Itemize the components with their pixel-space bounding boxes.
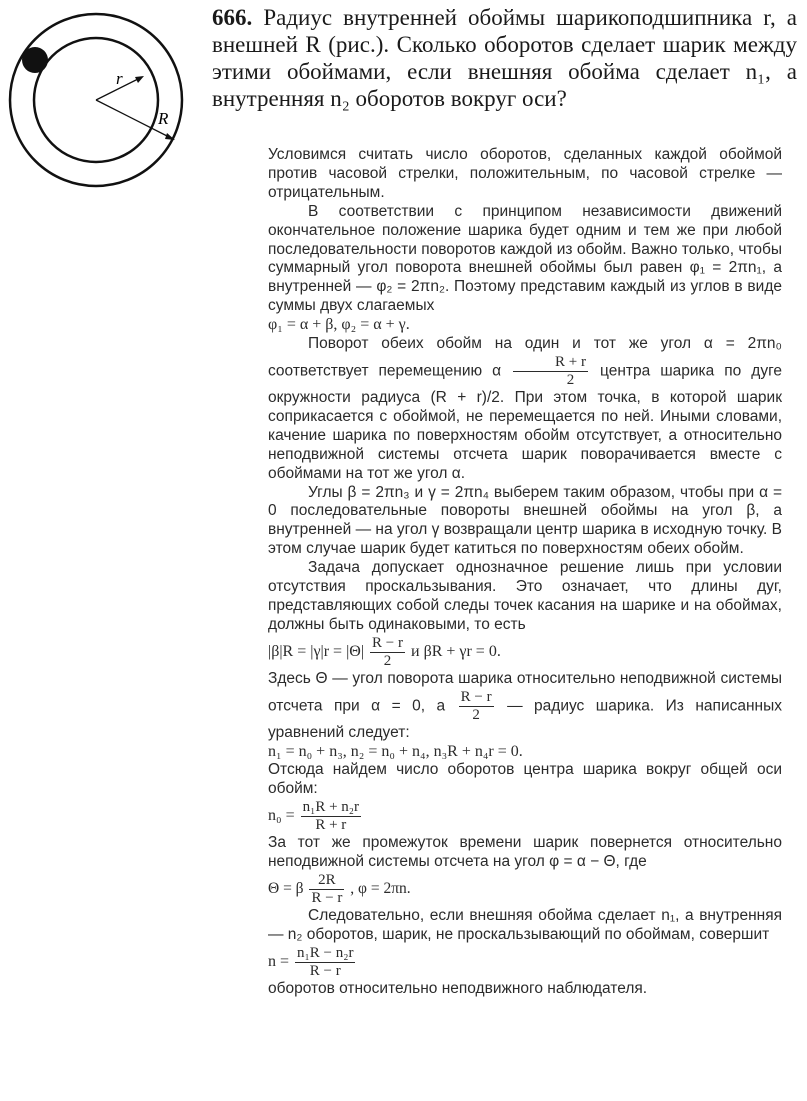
eq6-lhs: n = bbox=[268, 953, 290, 971]
solution-text bbox=[268, 146, 782, 999]
label-R: R bbox=[158, 109, 169, 128]
fraction-denominator: 2 bbox=[383, 652, 392, 669]
problem-text: Радиус внутренней обоймы шарикоподшипника r, а внешней R (рис.). Сколько оборотов сделает шарик между этими обоймами, если внешняя обойма сделает n₁, а внутренняя n₂ оборотов вокруг оси? bbox=[212, 5, 798, 111]
eq4-lhs: n₀ = bbox=[268, 807, 295, 825]
solution-paragraph-7: Отсюда найдем число оборотов центра шарика вокруг общей оси обойм: bbox=[268, 761, 782, 798]
solution-paragraph-10: оборотов относительно неподвижного наблюдателя. bbox=[268, 979, 648, 997]
fraction-numerator: 2R bbox=[309, 872, 344, 890]
problem-number: 666. bbox=[212, 5, 253, 30]
fraction-denominator: 2 bbox=[566, 371, 575, 388]
fraction-denominator: R − r bbox=[309, 962, 341, 979]
fraction-numerator: R + r bbox=[513, 354, 588, 372]
fraction-n bbox=[295, 945, 355, 980]
equation-2 bbox=[268, 635, 782, 670]
solution-paragraph-4: Углы β = 2πn₃ и γ = 2πn₄ выберем таким образом, чтобы при α = 0 последовательные повороты внешней обоймы на угол β, а внутренней — на угол γ возвращали центр шарика в исходную точку. В этом случае шарик будет катиться по поверхностям обеих обойм. bbox=[268, 483, 782, 558]
fraction-denominator: R + r bbox=[315, 817, 347, 834]
solution-paragraph-9: Следовательно, если внешняя обойма сделает n₁, а внутренняя — n₂ оборотов, шарик, не проскальзывающий по обоймам, совершит bbox=[268, 907, 782, 943]
eq5-part-a: Θ = β bbox=[268, 880, 304, 898]
equation-1: φ₁ = α + β, φ₂ = α + γ. bbox=[268, 316, 410, 334]
p3-part-b: центра шарика по дуге окружности радиуса (R + r)/2. При этом точка, в которой шарик соприкасается с обоймой, не перемещается по ней. Иными словами, качение шарика по поверхностям обойм отсутствует, а относительно неподвижной системы отсчета шарик поворачивается вместе с обоймами на тот же угол α. bbox=[268, 362, 783, 482]
fraction-numerator: n₁R − n₂r bbox=[297, 944, 354, 961]
equation-6 bbox=[268, 945, 782, 980]
eq2-part-a: |β|R = |γ|r = |Θ| bbox=[268, 642, 365, 660]
solution-paragraph-6 bbox=[268, 670, 782, 743]
problem-statement bbox=[212, 4, 797, 112]
eq2-part-b: и βR + γr = 0. bbox=[411, 642, 501, 660]
fraction-denominator: R − r bbox=[311, 890, 343, 907]
equation-4 bbox=[268, 799, 782, 834]
p6-part-a: Здесь Θ — угол поворота шарика относительно неподвижной системы отсчета при α = 0, а bbox=[268, 669, 782, 715]
solution-paragraph-2: В соответствии с принципом независимости движений окончательное положение шарика будет одним и тем же при любой последовательности поворотов каждой из обойм. Важно только, чтобы суммарный угол поворота внешней обоймы был равен φ₁ = 2πn₁, а внутренней — φ₂ = 2πn₂. Поэтому представим каждый из углов в виде суммы двух слагаемых bbox=[268, 202, 782, 315]
fraction-numerator: R − r bbox=[460, 688, 492, 705]
fraction-theta bbox=[309, 872, 344, 907]
bearing-ball bbox=[22, 47, 48, 73]
p3-part-a: Поворот обеих обойм на один и тот же угол α = 2πn₀ соответствует перемещению α bbox=[268, 335, 782, 380]
solution-paragraph-1: Условимся считать число оборотов, сделанных каждой обоймой против часовой стрелки, положительным, по часовой стрелке — отрицательным. bbox=[268, 146, 782, 201]
fraction-ball-radius bbox=[370, 635, 405, 670]
p6-part-b: — радиус шарика. Из написанных уравнений следует: bbox=[268, 697, 782, 741]
equation-3: n₁ = n₀ + n₃, n₂ = n₀ + n₄, n₃R + n₄r = 0. bbox=[268, 742, 523, 760]
fraction-ball-radius-2 bbox=[459, 689, 494, 724]
eq5-part-b: , φ = 2πn. bbox=[350, 880, 411, 898]
fraction-numerator: n₁R + n₂r bbox=[302, 799, 360, 816]
solution-paragraph-3 bbox=[268, 335, 782, 483]
solution-paragraph-8: За тот же промежуток времени шарик повернется относительно неподвижной системы отсчета на угол φ = α − Θ, где bbox=[268, 834, 782, 871]
fraction-numerator: R − r bbox=[372, 634, 403, 651]
fraction-n0 bbox=[301, 799, 361, 834]
label-r: r bbox=[116, 69, 123, 88]
solution-paragraph-5: Задача допускает однозначное решение лишь при условии отсутствия проскальзывания. Это означает, что длины дуг, представляющих собой следы точек касания на шарике и на обоймах, должны быть одинаковыми, то есть bbox=[268, 559, 782, 633]
equation-5 bbox=[268, 872, 782, 907]
fraction-denominator: 2 bbox=[472, 706, 480, 723]
radius-r-arrowhead bbox=[135, 76, 144, 83]
fraction-radius-arc bbox=[513, 354, 588, 389]
ball-bearing-figure bbox=[8, 6, 204, 202]
